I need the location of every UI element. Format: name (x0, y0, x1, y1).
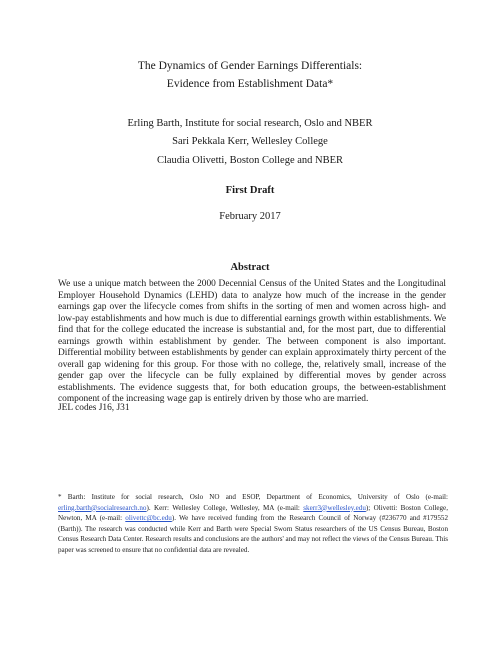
draft-label: First Draft (225, 185, 275, 196)
paper-title-line-2: Evidence from Establishment Data* (166, 78, 334, 90)
author-olivetti: Claudia Olivetti, Boston College and NBER (156, 155, 344, 166)
footnote-text-1: * Barth: Institute for social research, Oslo NO and ESOP, Department of Economics, University of Oslo (e-mail: (58, 493, 448, 501)
footnote-text-2: ). Kerr: Wellesley College, Wellesley, MA (e-mail: (146, 503, 304, 512)
abstract-heading: Abstract (230, 262, 270, 273)
paper-title-line-1: The Dynamics of Gender Earnings Differentials: (137, 60, 363, 72)
email-link-barth[interactable]: erling.barth@socialresearch.no (58, 503, 147, 512)
paper-date: February 2017 (219, 211, 281, 222)
footnote (58, 492, 448, 556)
footnote-text-4: ). We have received funding from the Research Council of Norway (#236770 and #179552 (Barth)). The research was conducted while Kerr and Barth were Special Sworn Status researchers of the US Census Bureau, Boston Census Research Data Center. Research results and conclusions are the authors' and may not reflect the views of the Census Bureau. This paper was screened to ensure that no confidential data are revealed. (58, 514, 448, 554)
jel-codes: JEL codes J16, J31 (58, 403, 130, 413)
email-link-kerr[interactable]: skerr3@wellesley.edu (303, 503, 366, 512)
footnote-text-3: ); Olivetti: Boston College, Newton, MA (e-mail: (58, 503, 448, 523)
author-barth: Erling Barth, Institute for social research, Oslo and NBER (127, 118, 373, 129)
email-link-olivetti[interactable]: olivettc@bc.edu (125, 514, 172, 523)
author-kerr: Sari Pekkala Kerr, Wellesley College (172, 136, 328, 147)
abstract-text: We use a unique match between the 2000 Decennial Census of the United States and the Longitudinal Employer Household Dynamics (LEHD) data to analyze how much of the increase in the gender earnings gap over the lifecycle comes from shifts in the sorting of men and women across high- and low-pay establishments and how much is due to differential earnings growth within establishments. We find that for the college educated the increase is substantial and, for the most part, due to differential earnings growth within establishment by gender. The between component is also important. Differential mobility between establishments by gender can explain approximately thirty percent of the overall gap widening for this group. For those with no college, the, relatively small, increase of the gender gap over the lifecycle can be fully explained by differential moves by gender across establishments. The evidence suggests that, for both education groups, the between-establishment component of the increasing wage gap is entirely driven by those who are married. (58, 279, 446, 405)
